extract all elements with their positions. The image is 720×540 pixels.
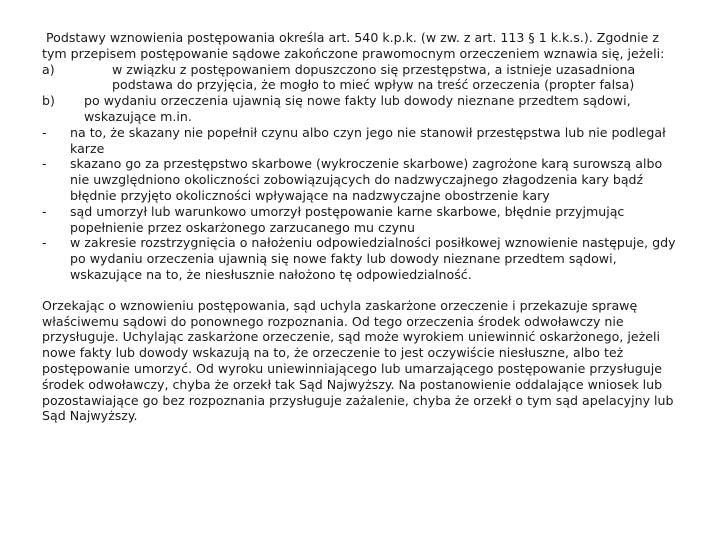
list-marker: a) [42, 61, 55, 77]
dash-item-3 [42, 204, 682, 236]
dash-item-text: w zakresie rozstrzygnięcia o nałożeniu odpowiedzialności posiłkowej wznowienie następuje, gdy po wydaniu orzeczenia ujawnią się nowe fakty lub dowody nieznane przedtem sądowi, wskazujące na to, że niesłusznie nałożono tę odpowiedzialność. [70, 235, 676, 282]
list-item-text: w związku z postępowaniem dopuszczono się przestępstwa, a istnieje uzasadniona podstawa do przyjęcia, że mogło to mieć wpływ na treść orzeczenia (propter falsa) [112, 61, 636, 93]
list-item-text: po wydaniu orzeczenia ujawnią się nowe fakty lub dowody nieznane przedtem sądowi, wskazujące m.in. [84, 93, 631, 124]
dash-marker: - [42, 124, 47, 140]
paragraph-spacer [42, 283, 682, 298]
dash-item-text: sąd umorzył lub warunkowo umorzył postępowanie karne skarbowe, błędnie przyjmując popełnienie przez oskarżonego zarzucanego mu czynu [70, 203, 625, 235]
dash-item-text: skazano go za przestępstwo skarbowe (wykroczenie skarbowe) zagrożone karą surowszą albo nie uwzględniono okoliczności zobowiązujących do nadzwyczajnego złagodzenia kary bądź błędnie przyjęto okoliczności wpływające na nadzwyczajne obostrzenie kary [70, 156, 663, 203]
dash-marker: - [42, 203, 47, 219]
list-marker: b) [42, 93, 55, 109]
dash-marker: - [42, 235, 47, 251]
dash-item-text: na to, że skazany nie popełnił czynu albo czyn jego nie stanowił przestępstwa lub nie podlegał karze [70, 124, 666, 156]
closing-paragraph: Orzekając o wznowieniu postępowania, sąd uchyla zaskarżone orzeczenie i przekazuje sprawę właściwemu sądowi do ponownego rozpoznania. Od tego orzeczenia środek odwoławczy nie przysługuje. Uchylając zaskarżone orzeczenie, sąd może wyrokiem uniewinnić oskarżonego, jeżeli nowe fakty lub dowody wskazują na to, że orzeczenie to jest oczywiście niesłuszne, albo też postępowanie umorzyć. Od wyroku uniewinniającego lub umarzającego postępowanie przysługuje środek odwoławczy, chyba że orzekł tak Sąd Najwyższy. Na postanowienie oddalające wniosek lub pozostawiające go bez rozpoznania przysługuje zażalenie, chyba że orzekł o tym sąd apelacyjny lub Sąd Najwyższy. [42, 297, 674, 424]
dash-item-4 [42, 235, 682, 282]
intro-paragraph: Podstawy wznowienia postępowania określa art. 540 k.p.k. (w zw. z art. 113 § 1 k.k.s.). Zgodnie z tym przepisem postępowanie sądowe zakończone prawomocnym orzeczeniem wznawia się, jeżeli: [42, 30, 665, 61]
dash-item-2 [42, 156, 682, 203]
list-item-a [42, 62, 682, 94]
dash-marker: - [42, 156, 47, 172]
slide-body [42, 30, 682, 424]
list-item-b [42, 93, 682, 125]
dash-item-1 [42, 125, 682, 157]
